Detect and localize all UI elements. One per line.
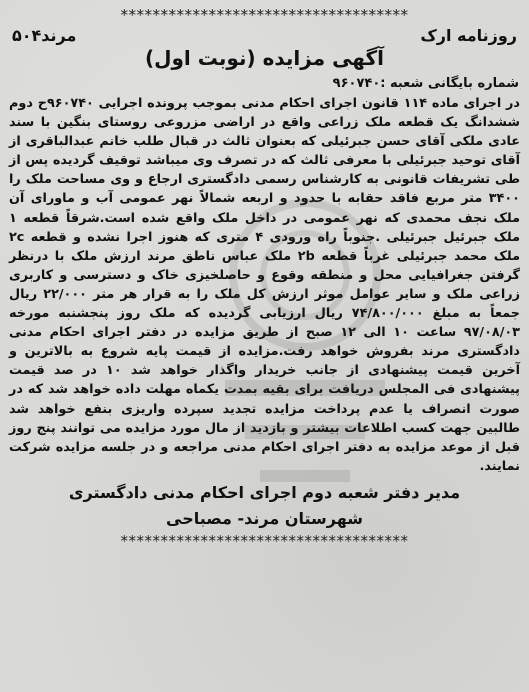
bottom-ornament-rule: ************************************ [120,531,409,550]
newspaper-name: روزنامه ارک [420,26,517,45]
notice-body: در اجرای ماده ۱۱۴ قانون اجرای احکام مدنی بموجب پرونده اجرایی ۹۶۰۷۴۰ح دوم ششدانگ یک قطعه ملک زراعی واقع در اراضی مزروعی روستای بنگین با سند عادی ملکی آقای حسن جبرئیلی که بعنوان ثالث در قبال طلب خانم عبدالباقری از آقای توحید جبرئیلی با معرفی ثالث که در تصرف وی میباشد توقیف گردیده پس از طی تشریفات قانونی به کارشناس رسمی دادگستری ارجاع و وی مساحت ملک را ۳۴۰۰ متر مربع فاقد حقابه با حدود و اربعه شمالاً نهر عمومی آب و ماورای آن ملک نجف محمدی که نهر عمومی در داخل ملک واقع شده است.شرقاً قطعه ۱ ملک جبرئیل جبرئیلی .جنوباً راه ورودی ۴ متری که هنوز اجرا نشده و قطعه ۲c ملک محمد جبرئیلی غرباً قطعه ۲b ملک عباس ناطق مرند ارزش ملک با درنظر گرفتن جغرافیایی محل و منطقه وقوع و حاصلخیزی خاک و دسترسی و کاربری زراعی ملک و سایر عوامل موثر ارزش کل ملک را به قرار هر متر ۲۲/۰۰۰ ریال جمعاً به مبلغ ۷۴/۸۰۰/۰۰۰ ریال ارزیابی گردیده که ملک روز پنجشنبه مورخه ۹۷/۰۸/۰۳ ساعت ۱۰ الی ۱۲ صبح از طریق مزایده در دفتر اجرای احکام مدنی دادگستری مرند بفروش خواهد رفت.مزایده از قیمت پایه شروع به بالاترین و آخرین قیمت پیشنهادی از جانب خریدار واگذار خواهد شد ۱۰ در صد قیمت پیشنهادی فی المجلس دریافت برای بقیه بمدت یکماه مهلت داده خواهد شد که در صورت انصراف یا عدم پرداخت مزایده تجدید سپرده واریزی بنفع خواهد شد طالبین جهت کسب اطلاعات بیشتر و بازدید از مال مورد مزایده می توانند پنج روز قبل از موعد مزایده به دفتر اجرای احکام مدنی مراجعه و در جلسه مزایده شرکت نمایند. [9,96,521,474]
top-ornament-rule: ************************************ [120,6,409,24]
issue-label: مرند۵۰۴ [12,26,77,45]
signature-line-2: شهرستان مرند- مصباحی [166,508,363,528]
signature-block [8,480,521,532]
masthead [8,26,521,45]
notice-title: آگهی مزایده (نوبت اول) [144,46,384,70]
signature-line-1: مدیر دفتر شعبه دوم اجرای احکام مدنی دادگستری [68,482,461,502]
archive-number: شماره بایگانی شعبه :۹۶۰۷۴۰ [332,76,519,91]
